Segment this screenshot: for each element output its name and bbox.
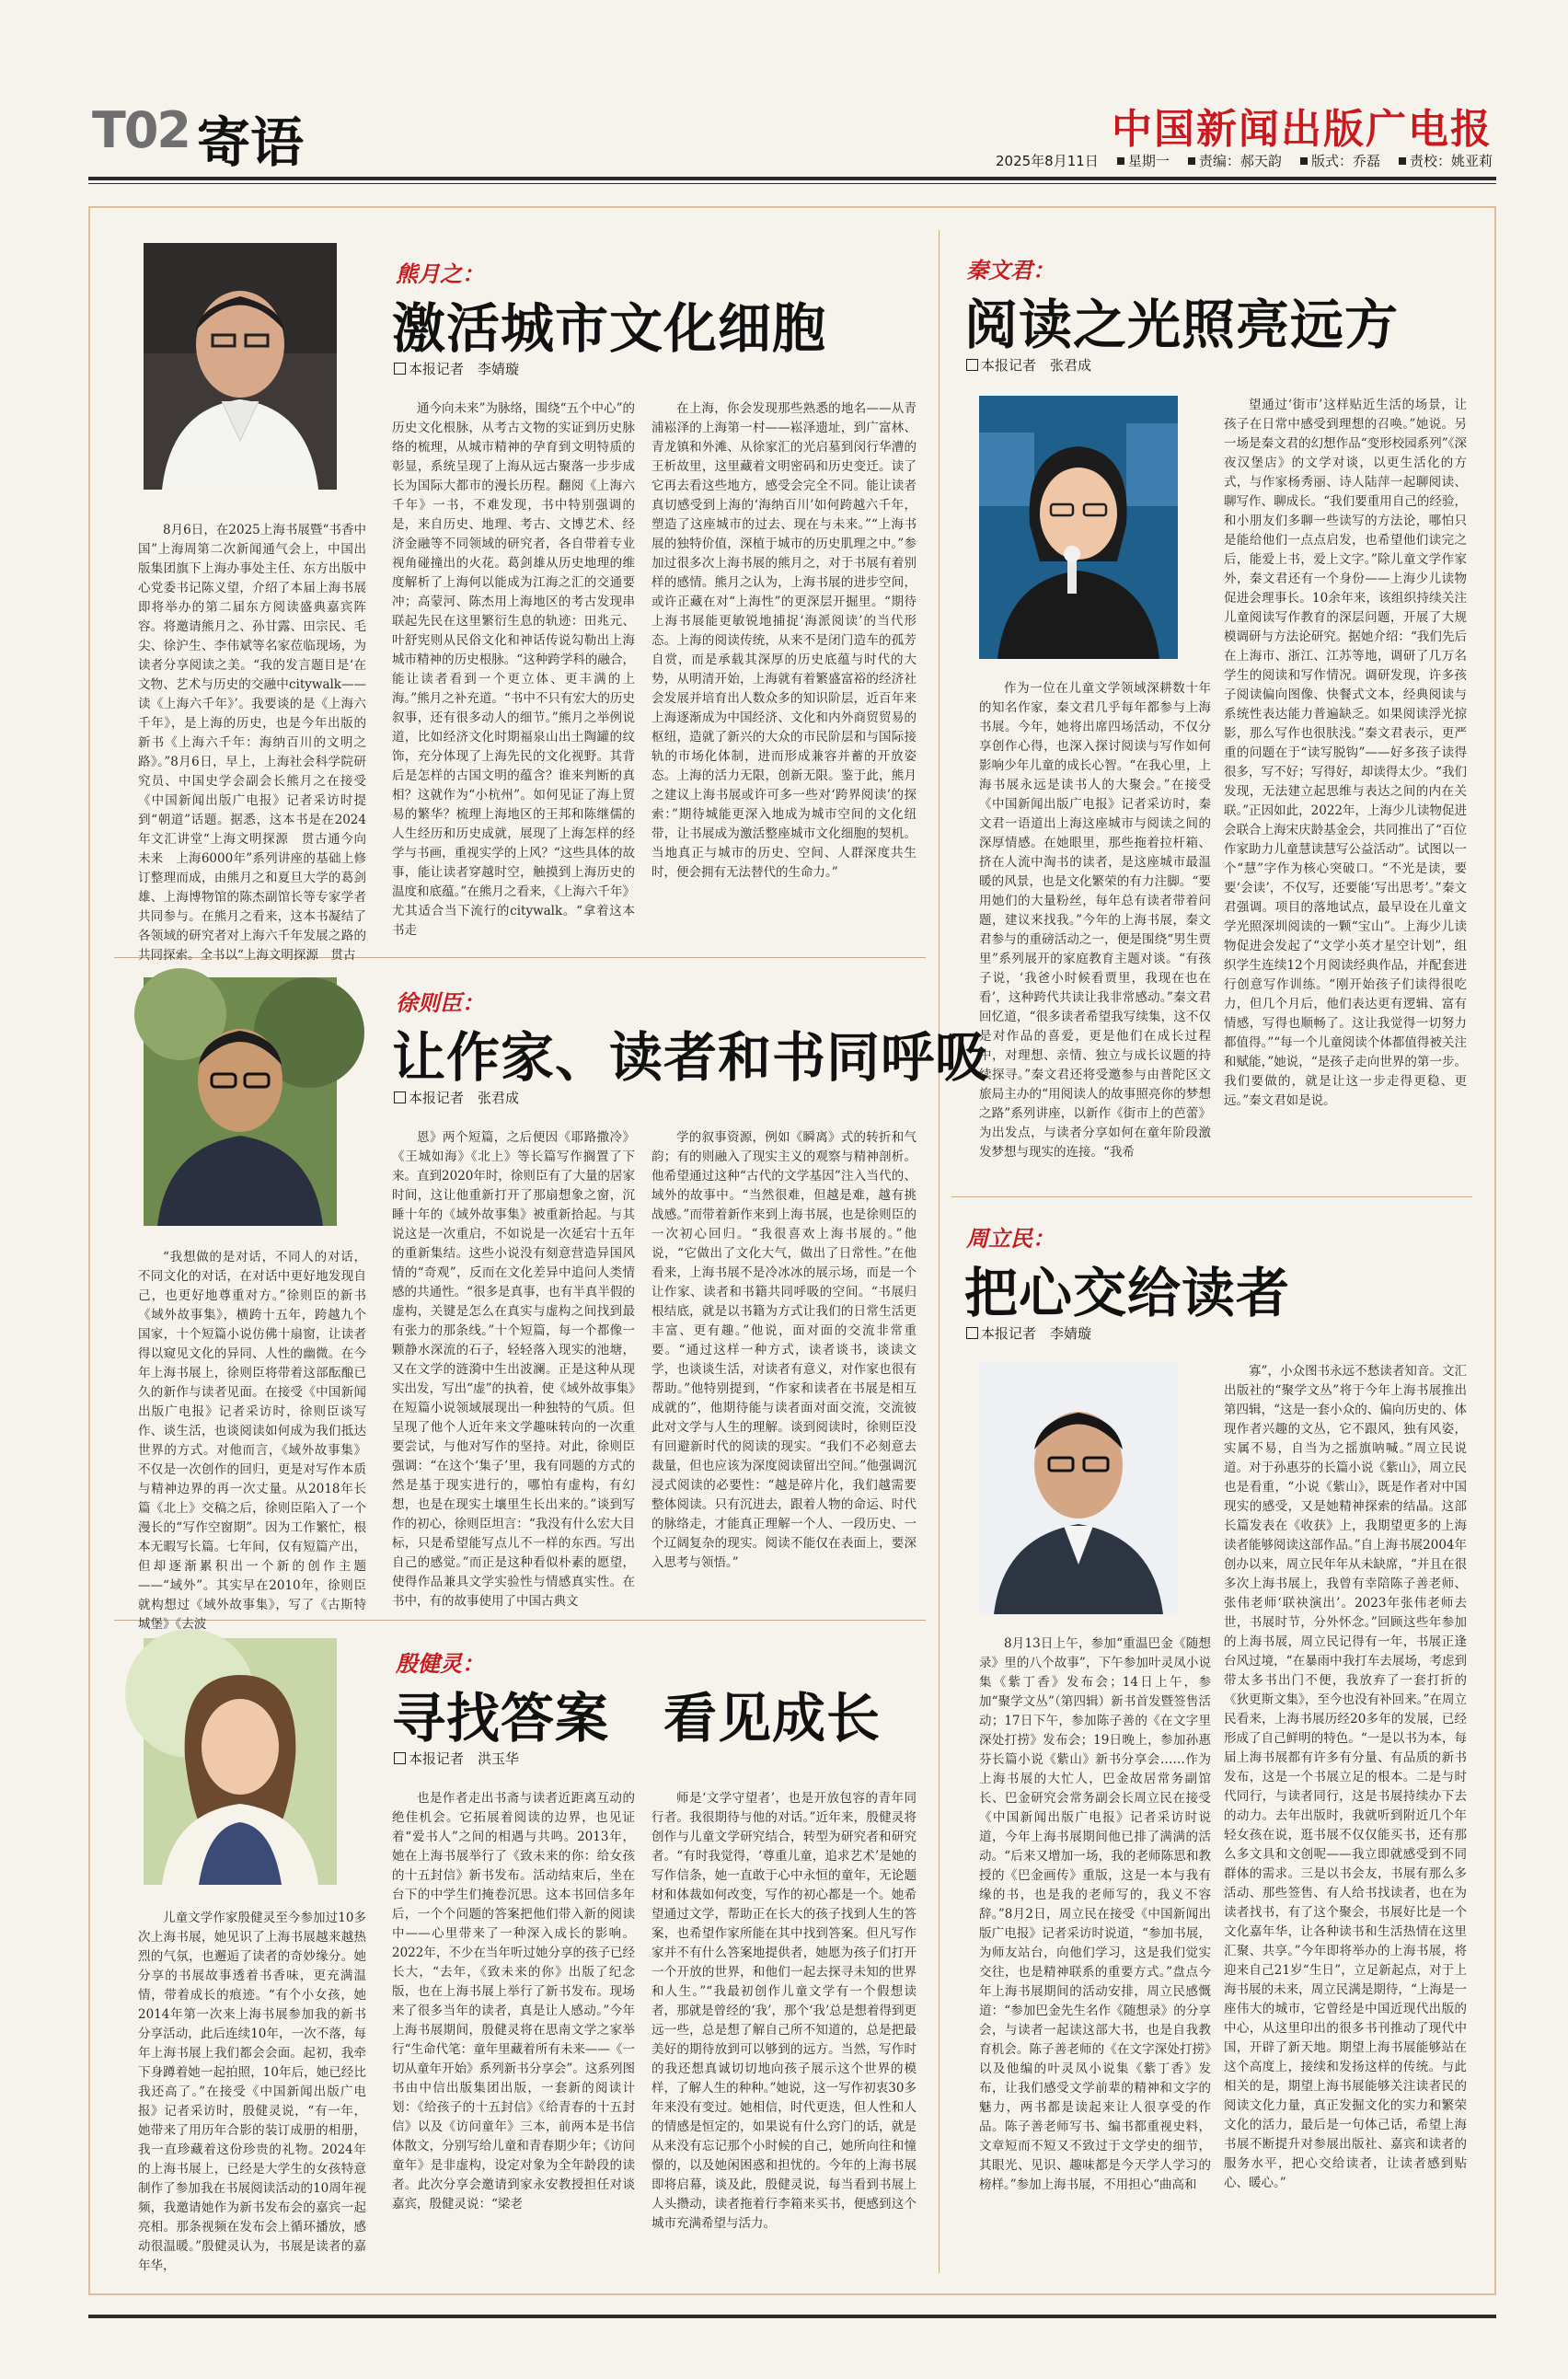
square-bullet-icon <box>1300 157 1308 165</box>
portrait-xiong-icon <box>144 243 337 490</box>
issue-proof: 责校：姚亚莉 <box>1409 152 1493 169</box>
article-body-column: 8月13日上午，参加“重温巴金《随想录》里的八个故事”，下午参加叶灵凤小说集《紫丁香》发布会；14日上午，参加“聚学文丛”（第四辑）新书首发暨签售活动；17日下午，参加陈子善的《在文字里深处打捞》发布会；19日晚上，参加孙惠芬长篇小说《紫山》新书分享会……作为上海书展的大忙人，巴金故居常务副馆长、巴金研究会常务副会长周立民在接受《中国新闻出版广电报》记者采访时说道，今年上海书展期间他已排了满满的活动。“后来又增加一场，我的老师陈思和教授的《巴金画传》重版，这是一本与我有缘的书，也是我的老师写的，我义不容辞。”8月2日，周立民在接受《中国新闻出版广电报》记者采访时说道，“参加书展，为师友站台，向他们学习，这是我们觉实交往，也是精神联系的重要方式。”盘点今年上海书展期间的活动安排，周立民感慨道：“参加巴金先生名作《随想录》的分享会，与读者一起读这部大书，也是自我教育机会。陈子善老师的《在文字深处打捞》以及他编的叶灵凤小说集《紫丁香》发布，让我们感受文学前辈的精神和文字的魅力，两书都是读起来让人很享受的作品。陈子善老师写书、编书都重视史料，文章短而不短又不致过于文学史的细节，其眼光、见识、趣味都是今天学人学习的榜样。”参加上海书展，不用担心“曲高和 <box>979 1636 1211 2192</box>
portrait-xu-icon <box>144 977 337 1226</box>
portrait-photo <box>979 1362 1178 1614</box>
portrait-zhou-icon <box>979 1362 1178 1614</box>
section-divider <box>951 1196 1472 1197</box>
article-headline: 让作家、读者和书同呼吸 <box>392 1026 990 1089</box>
article-body-column: 通今向未来”为脉络，围绕“五个中心”的历史文化根脉，从考古文物的实证到历史脉络的梳理，从城市精神的孕育到文明特质的彰显，系统呈现了上海从远古聚落一步步成长为国际大都市的漫长历程。翻阅《上海六千年》一书，不难发现，书中特别强调的是，来自历史、地理、考古、文博艺术、经济金融等不同领域的研究者，各自带着专业视角碰撞出的火花。葛剑雄从历史地理的维度解析了上海何以能成为江海之汇的交通要冲；高蒙河、陈杰用上海地区的考古发现串联起先民在这里繁衍生息的轨迹：田兆元、叶舒宪则从民俗文化和神话传说勾勒出上海城市精神的历史根脉。“这种跨学科的融合，能让读者看到一个更立体、更丰满的上海。”熊月之补充道。“书中不只有宏大的历史叙事，还有很多动人的细节。”熊月之举例说道，比如经济文化时期福泉山出土陶罐的纹饰，充分体现了上海先民的文化视野。其背后是怎样的古国文明的蕴含？谁来判断的真相？这就作为“小杭州”。如何见证了海上贸易的繁华？梳理上海地区的王邦和陈继儒的人生经历和历史成就，展现了上海怎样的经学与书画，重视实学的上风？“这些具体的故事，能让读者穿越时空，触摸到上海历史的温度和底蕴。”在熊月之看来，《上海六千年》尤其适合当下流行的citywalk。“拿着这本书走 <box>392 401 635 938</box>
portrait-photo <box>144 1638 337 1885</box>
article-headline: 阅读之光照亮远方 <box>964 294 1400 356</box>
portrait-photo <box>144 977 337 1226</box>
interviewee-name: 周立民： <box>966 1226 1055 1252</box>
reporter-byline: 本报记者 李婧璇 <box>394 359 519 378</box>
interviewee-name: 殷健灵： <box>396 1651 484 1677</box>
article-body-column: 在上海，你会发现那些熟悉的地名——从青浦崧泽的上海第一村——崧泽遗址，到广富林、青龙镇和外滩、从徐家汇的光启墓到闵行华漕的王析故里，这里藏着文明密码和历史变迁。读了它再去看这些地方，感受会完全不同。能让读者真切感受到上海的‘海纳百川’如何跨越六千年，塑造了这座城市的过去、现在与未来。”“上海书展的独特价值，深植于城市的历史肌理之中。”参加过很多次上海书展的熊月之，对于书展有着别样的感情。熊月之认为，上海书展的进步空间，或许正藏在对“上海性”的更深层开掘里。“期待上海书展能更敏锐地捕捉‘海派阅读’的当代形态。上海的阅读传统，从来不是闭门造车的孤芳自赏，而是承载其深厚的历史底蕴与时代的大势，从明清开始，上海就有着繁盛富裕的经济社会发展并培育出人数众多的知识阶层，近百年来上海逐渐成为中国经济、文化和内外商贸贸易的枢纽，造就了新兴的大众的市民阶层和与国际接轨的市场化体制，进而形成兼容并蓄的开放姿态。上海的活力无限，创新无限。鉴于此，熊月之建议上海书展或许可多一些对‘跨界阅读’的探索：”期待城能更深入地成为城市空间的文化纽带，让书展成为激活整座城市文化细胞的契机。当地真正与城市的历史、空间、人群深度共生时，便会拥有无法替代的生命力。” <box>651 401 917 880</box>
header-rule <box>88 177 1496 180</box>
reporter-byline: 本报记者 张君成 <box>394 1088 519 1107</box>
interviewee-name: 秦文君： <box>966 258 1055 283</box>
article-headline: 激活城市文化细胞 <box>392 297 827 360</box>
issue-weekday: 星期一 <box>1127 152 1170 169</box>
header-rule-thin <box>88 183 1496 184</box>
article-body-column: 8月6日，在2025上海书展暨“书香中国”上海周第二次新闻通气会上，中国出版集团旗下上海办事处主任、东方出版中心党委书记陈义望，介绍了本届上海书展即将举办的第二届东方阅读盛典嘉宾阵容。将邀请熊月之、孙甘露、田宗民、毛尖、徐沪生、李伟斌等名家莅临现场，为读者分享阅读之美。“我的发言题目是‘在文物、艺术与历史的交融中citywalk——读《上海六千年》’。我要谈的是《上海六千年》，是上海的历史，也是今年出版的新书《上海六千年：海纳百川的文明之路》。”8月6日，早上，上海社会科学院研究员、中国史学会副会长熊月之在接受《中国新闻出版广电报》记者采访时提到“朝道”话题。据悉，这本书是在2024年文汇讲堂“上海文明探源 贯古通今向未来 上海6000年”系列讲座的基础上修订整理而成，由熊月之和夏旦大学的葛剑雄、上海博物馆的陈杰副馆长等专家学者共同参与。在熊月之看来，这本书凝结了各领域的研究者对上海六千年发展之路的共同探索。全书以“上海文明探源 贯古 <box>138 523 366 963</box>
article-body-column: 师是‘文学守望者’，也是开放包容的青年同行者。我很期待与他的对话。”近年来，殷健灵将创作与儿童文学研究结合，转型为研究者和研究者。“有时我觉得，‘尊重儿童，追求艺术’是她的写作信条，她一直敢于心中永恒的童年，无论题材和体裁如何改变，写作的初心都是一个。她希望通过文学，帮助正在长大的孩子找到人生的答案，也希望作家所能在其中找到答案。但凡写作家并不有什么答案地提供者，她愿为孩子们打开一个开放的世界，和他们一起去探寻未知的世界和人生。”“我最初创作儿童文学有一个假想读者，那就是曾经的‘我’，那个‘我’总是想着得到更远一些，总是想了解自己所不知道的，总是把最美好的期待放到可以够到的远方。当然，写作时的我还想真诚切切地向孩子展示这个世界的模样，了解人生的种种。”她说，这一写作初衷30多年来没有变过。她相信，时代更迭，但人性和人的情感是恒定的，如果说有什么窍门的话，就是从来没有忘记那个小时候的自己，她所向往和憧憬的，以及她闲困惑和担忧的。今年的上海书展即将启幕，谈及此，殷健灵说，每当看到书展上人头攒动，读者拖着行李箱来买书，便感到这个城市充满希望与活力。 <box>651 1791 917 2231</box>
article-body-column: 恩》两个短篇，之后便因《耶路撒冷》《王城如海》《北上》等长篇写作搁置了下来。直到2020年时，徐则臣有了大量的居家时间，这让他重新打开了那扇想象之窗，沉睡十年的《域外故事集》被重新拾起。与其说这是一次重启，不如说是一次延宕十五年的重新集结。这些小说没有刻意营造异国风情的“奇观”，反而在文化差异中追问人类情感的共通性。“很多是真事，也有半真半假的虚构，关键是怎么在真实与虚构之间找到最有张力的那条线。”十个短篇，每一个都像一颗静水深流的石子，轻轻落入现实的池塘，又在文学的涟漪中生出波澜。正是这种从现实出发，写出“虚”的执着，使《域外故事集》在短篇小说领域展现出一种独特的气质。但呈现了他个人近年来文学趣味转向的一次重要尝试，与他对写作的坚持。对此，徐则臣强调：“在这个‘集子’里，我有同题的方式的然是基于现实进行的，哪怕有虚构，有幻想，也是在现实土壤里生长出来的。”谈到写作的初心，徐则臣坦言：“我没有什么宏大目标，只是希望能写点儿不一样的东西。写出自己的感觉。”而正是这种看似朴素的愿望，使得作品兼具文学实验性与情感真实性。在书中，有的故事使用了中国古典文 <box>392 1130 635 1609</box>
reporter-byline: 本报记者 张君成 <box>966 355 1091 375</box>
article-body-column: 作为一位在儿童文学领域深耕数十年的知名作家，秦文君几乎每年都参与上海书展。今年，她将出席四场活动，不仅分享创作心得，也深入探讨阅读与写作如何影响少年儿童的成长心智。“在我心里，上海书展永远是读书人的大聚会。”在接受《中国新闻出版广电报》记者采访时，秦文君一语道出上海这座城市与阅读之间的深厚情感。在她眼里，那些拖着拉杆箱、挤在人流中淘书的读者，是这座城市最温暖的风景，也是文化繁荣的有力注脚。“要用她们的大量粉丝，每年总有读者带着问题，建议来找我。”今年的上海书展，秦文君参与的重磅活动之一，便是围绕“男生贾里”系列展开的家庭教育主题对谈。“有孩子说，‘我爸小时候看贾里，我现在也在看’，这种跨代共读让我非常感动。”秦文君回忆道，“很多读者希望我写续集，这不仅是对作品的喜爱，更是他们在成长过程中，对理想、亲情、独立与成长议题的持续探寻。”秦文君还将受邀参与由普陀区文旅局主办的“用阅读人的故事照亮你的梦想之路”系列讲座，以新作《街市上的芭蕾》为出发点，与读者分享如何在童年阶段激发梦想与现实的连接。“我希 <box>979 681 1211 1160</box>
square-bullet-icon <box>394 1752 406 1764</box>
article-body-column: “我想做的是对话，不同人的对话，不同文化的对话，在对话中更好地发现自己，也更好地尊重对方。”徐则臣的新书《域外故事集》，横跨十五年，跨越九个国家，十个短篇小说仿佛十扇窗，让读者得以窥见文化的异同、人性的幽微。在今年上海书展上，徐则臣将带着这部酝酿已久的新作与读者见面。在接受《中国新闻出版广电报》记者采访时，徐则臣谈写作、谈生活，也谈阅读如何成为我们抵达世界的方式。对他而言，《域外故事集》不仅是一次创作的回归，更是对写作本质与精神边界的再一次丈量。从2018年长篇《北上》交稿之后，徐则臣陷入了一个漫长的“写作空窗期”。因为工作繁忙，根本无暇写长篇。七年间，仅有短篇产出，但却逐渐累积出一个新的创作主题——“域外”。其实早在2010年，徐则臣就构想过《域外故事集》，写了《古斯特城堡》《去波 <box>138 1250 366 1632</box>
reporter-byline: 本报记者 李婧璇 <box>966 1323 1091 1343</box>
article-headline: 寻找答案 看见成长 <box>392 1687 882 1750</box>
page-header <box>88 88 1496 180</box>
issue-date: 2025年8月11日 <box>996 152 1099 169</box>
interviewee-name: 徐则臣： <box>396 990 484 1016</box>
square-bullet-icon <box>966 359 978 371</box>
article-body-column: 望通过‘街市’这样贴近生活的场景，让孩子在日常中感受到理想的召唤。”她说。另一场是秦文君的幻想作品“变形校园系列”《深夜汉堡店》的文学对谈，以更生活化的方式，与作家杨秀丽、诗人陆萍一起聊阅读、聊写作、聊成长。“我们要重用自己的经验，和小朋友们多聊一些读写的方法论，哪怕只是能给他们一点点启发，也希望他们读完之后，能爱上书，爱上文字。”除儿童文学作家外，秦文君还有一个身份——上海少儿读物促进会理事长。10余年来，该组织持续关注儿童阅读写作教育的深层问题，开展了大规模调研与方法论研究。据她介绍：“我们先后在上海市、浙江、江苏等地，调研了几万名学生的阅读和写作情况。调研发现，许多孩子阅读偏向图像、快餐式文本，经典阅读与系统性表达能力普遍缺乏。如果阅读浮光掠影，那么写作也很肤浅。”秦文君表示，更严重的问题在于“读写脱钩”——好多孩子读得很多，写不好；写得好，却读得太少。“我们发现，无法建立起思维与表达之间的内在关联。”正因如此，2022年，上海少儿读物促进会联合上海宋庆龄基金会，共同推出了“百位作家助力儿童慧读慧写公益活动”。试图以一个“慧”字作为核心突破口。“不光是读，要要‘会读’，不仅写，还要能‘写出思考’。”秦文君强调。项目的落地试点，最早设在儿童文学光照深圳阅读的一颗“宝山”。上海少儿读物促进会发起了“文学小英才星空计划”，组织学生连续12个月阅读经典作品，并配套进行创意写作训练。“刚开始孩子们读得很吃力，但几个月后，他们表达更有逻辑、富有情感，写得也顺畅了。这让我觉得一切努力都值得。”“每一个儿童阅读个体都值得被关注和赋能，”她说，“是孩子走向世界的第一步。我们要做的，就是让这一步走得更稳、更远。”秦文君如是说。 <box>1224 398 1468 1108</box>
square-bullet-icon <box>1117 157 1124 165</box>
article-body-column: 学的叙事资源，例如《瞬离》式的转折和气韵；有的则融入了现实主义的观察与精神剖析。他希望通过这种“古代的文学基因”注入当代的、域外的故事中。“当然很难，但越是难，越有挑战感。”而带着新作来到上海书展，也是徐则臣的一次初心回归。“我很喜欢上海书展的。”他说，“它做出了文化大气，做出了日常性。”在他看来，上海书展不是冷冰冰的展示场，而是一个让作家、读者和书籍共同呼吸的空间。“书展归根结底，就是以书籍为方式让我们的日常生活更丰富、更有趣。”他说，面对面的交流非常重要。“通过这样一种方式，读者谈书，谈读文学，也谈谈生活，对读者有意义，对作家也很有帮助。”他特别提到，“作家和读者在书展是相互成就的”，他期待能与读者面对面交流，交流彼此对文学与人生的理解。谈到阅读时，徐则臣没有回避新时代的阅读的现实。“我们不必刻意去裁量，但也应该为深度阅读留出空间。”他强调沉浸式阅读的必要性：“越是碎片化，我们越需要整体阅读。只有沉进去，跟着人物的命运、时代的脉络走，才能真正理解一个人、一段历史、一个辽阔复杂的现实。阅读不能仅在表面上，要深入思考与领悟。” <box>651 1130 917 1570</box>
article-body-column: 也是作者走出书斋与读者近距离互动的绝佳机会。它拓展着阅读的边界，也见证着“爱书人”之间的相遇与共鸣。2013年，她在上海书展举行了《致未来的你：给女孩的十五封信》新书发布。活动结束后，坐在台下的中学生们掩卷沉思。这本书回信多年后，一个个问题的答案把他们带入新的阅读中——心里带来了一种深入成长的影响。2022年，不少在当年听过她分享的孩子已经长大，“去年，《致未来的你》出版了纪念版，也在上海书展上举行了新书发布。现场来了很多当年的读者，真是让人感动。”今年上海书展期间，殷健灵将在思南文学之家举行“生命代笔：童年里藏着所有未来——《一切从童年开始》系列新书分享会”。这系列图书由中信出版集团出版，一套新的阅读计划：《给孩子的十五封信》《给青春的十五封信》以及《访问童年》三本，前两本是书信体散文，分别写给儿童和青春期少年；《访问童年》是非虚构，设定对象为全年龄段的读者。此次分享会邀请到家永安教授担任对谈嘉宾，殷健灵说：“梁老 <box>392 1791 635 2212</box>
page-number: T02 <box>92 101 190 159</box>
square-bullet-icon <box>394 1091 406 1103</box>
issue-editor: 责编：郝天韵 <box>1198 152 1282 169</box>
portrait-qin-icon <box>979 396 1178 659</box>
portrait-yin-icon <box>144 1638 337 1885</box>
issue-layout: 版式：乔磊 <box>1310 152 1380 169</box>
portrait-photo <box>979 396 1178 659</box>
reporter-byline: 本报记者 洪玉华 <box>394 1749 519 1768</box>
section-title: 寄语 <box>197 111 305 174</box>
square-bullet-icon <box>394 363 406 375</box>
issue-meta <box>996 149 1493 171</box>
article-headline: 把心交给读者 <box>964 1262 1291 1324</box>
square-bullet-icon <box>1399 157 1406 165</box>
interviewee-name: 熊月之： <box>396 261 484 287</box>
square-bullet-icon <box>1188 157 1195 165</box>
footer-rule <box>88 2315 1496 2318</box>
column-divider <box>939 230 940 2273</box>
masthead-logo: 中国新闻出版广电报 <box>1112 106 1493 153</box>
article-body-column: 寡”，小众图书永远不愁读者知音。文汇出版社的“聚学文丛”将于今年上海书展推出第四辑，“这是一套小众的、偏向历史的、体现作者兴趣的文丛，它不跟风，独有风姿，实属不易，自当为之摇旗呐喊。”周立民说道。对于孙惠芬的长篇小说《紫山》，周立民也是看重，“小说《紫山》，既是作者对中国现实的感受，又是她精神探索的结晶。这部长篇发表在《收获》上，我期望更多的上海读者能够阅读这部作品。”自上海书展2004年创办以来，周立民年年从未缺席，“并且在很多次上海书展上，我曾有幸陪陈子善老师、张伟老师‘联袂演出’。2023年张伟老师去世，书展时节，分外怀念。”回顾这些年参加的上海书展，周立民记得有一年，书展正逢台风过境，“在暴雨中我打车去展场，考虑到带太多书出门不便，我放弃了一套打折的《狄更斯文集》，至今也没有补回来。”在周立民看来，上海书展历经20多年的发展，已经形成了自己鲜明的特色。“一是以书为本，每届上海书展都有许多有分量、有品质的新书发布，这是一个书展立足的根本。二是与时代同行，与读者同行，这是书展持续办下去的动力。去年出版时，我就听到附近几个年轻女孩在说，逛书展不仅仅能买书，还有那么多文具和文创呢——我立即就感受到不同群体的需求。三是以书会友，书展有那么多活动、那些签售、有人给书找读者，也在为读者找书，有了这个聚会，书展好比是一个文化嘉年华，让各种读书和生活热情在这里汇聚、共享。”今年即将举办的上海书展，将迎来自己21岁“生日”，立足新起点，对于上海书展的未来，周立民满是期待，“上海是一座伟大的城市，它曾经是中国近现代出版的中心，从这里印出的很多书刊推动了现代中国，开辟了新天地。期望上海书展能够站在这个高度上，接续和发扬这样的传统。与此相关的是，期望上海书展能够关注读者民的阅读文化力量，真正发掘文化的实力和繁荣文化的活力，最后是一句体己话，希望上海书展不断提升对参展出版社、嘉宾和读者的服务水平，把心交给读者，让读者感到贴心、暖心。” <box>1224 1364 1468 2190</box>
square-bullet-icon <box>966 1327 978 1339</box>
article-body-column: 儿童文学作家殷健灵至今参加过10多次上海书展，她见识了上海书展越来越热烈的气氛，也邂逅了读者的奇妙缘分。她分享的书展故事透着书香味，更充满温情，带着成长的痕迹。“有个小女孩，她2014年第一次来上海书展参加我的新书分享活动，此后连续10年，一次不落，每年上海书展上我们都会会面。起初，我牵下身蹲着她一起拍照，10年后，她已经比我还高了。”在接受《中国新闻出版广电报》记者采访时，殷健灵说，“有一年，她带来了用历年合影的装订成册的相册，我一直珍藏着这份珍贵的礼物。2024年的上海书展上，已经是大学生的女孩特意制作了参加我在书展阅读活动的10周年视频，我邀请她作为新书发布会的嘉宾一起亮相。那条视频在发布会上循环播放，感动很温暖。”殷健灵认为，书展是读者的嘉年华， <box>138 1911 366 2273</box>
portrait-photo <box>144 243 337 490</box>
